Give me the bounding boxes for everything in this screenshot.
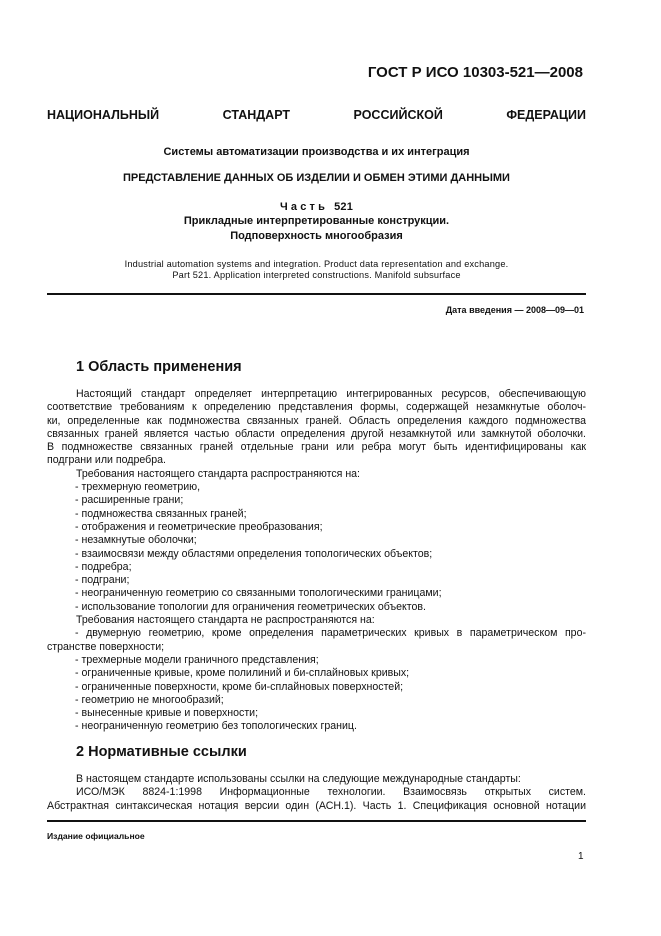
list-item: - вынесенные кривые и поверхности; — [75, 707, 259, 720]
list-item: - ограниченные кривые, кроме полилиний и би-сплайновых кривых; — [75, 667, 410, 680]
section-heading-references: 2 Нормативные ссылки — [76, 744, 247, 760]
excludes-intro: Требования настоящего стандарта не распространяются на: — [76, 614, 375, 627]
banner-word: НАЦИОНАЛЬНЫЙ — [47, 108, 160, 122]
english-title-2: Part 521. Application interpreted constructions. Manifold subsurface — [172, 270, 461, 280]
part-number: 521 — [334, 201, 354, 213]
list-item: - использование топологии для ограничения геометрических объектов. — [75, 600, 426, 613]
list-item: - взаимосвязи между областями определения топологических объектов; — [75, 547, 433, 560]
banner-word: СТАНДАРТ — [222, 108, 290, 122]
list-item-continuation: странстве поверхности; — [47, 640, 165, 653]
list-item: - расширенные грани; — [75, 494, 184, 507]
document-id: ГОСТ Р ИСО 10303-521—2008 — [367, 64, 583, 81]
references-intro: В настоящем стандарте использованы ссылки на следующие международные стандарты: — [76, 773, 521, 785]
banner-word: РОССИЙСКОЙ — [353, 108, 443, 122]
list-item: - неограниченную геометрию без топологических границ. — [75, 720, 357, 733]
page-number: 1 — [578, 851, 584, 862]
scope-line: В подмножестве связанных граней отдельные грани или ребра могут быть идентифицированы как — [47, 441, 586, 454]
list-item: - подграни; — [75, 574, 130, 587]
list-item: - отображения и геометрические преобразования; — [75, 520, 323, 533]
title-subtitle-1: Прикладные интерпретированные конструкции. — [183, 215, 450, 227]
applies-intro: Требования настоящего стандарта распространяются на: — [76, 467, 361, 480]
introduction-date: Дата введения — 2008—09—01 — [445, 305, 584, 315]
list-item: - трехмерные модели граничного представления; — [75, 653, 319, 666]
list-item: - трехмерную геометрию, — [75, 481, 201, 494]
scope-line: ки, определенные как подмножества связанных граней. Область определения каждого подмножества — [47, 414, 586, 427]
reference-line: Абстрактная синтаксическая нотация версии один (АСН.1). Часть 1. Спецификация основной нотации — [47, 799, 586, 812]
scope-line: связанных граней является частью области определения другой незамкнутой или замкнутой оболочки. — [47, 427, 586, 440]
english-title-1: Industrial automation systems and integration. Product data representation and exchange. — [124, 259, 509, 269]
footer-divider — [47, 820, 586, 822]
scope-line: Настоящий стандарт определяет интерпретацию интегрированных ресурсов, обеспечивающую — [76, 388, 586, 400]
list-item: - подмножества связанных граней; — [75, 507, 247, 520]
list-item: - ограниченные поверхности, кроме би-сплайновых поверхностей; — [75, 680, 404, 693]
scope-line: подграни или подребра. — [47, 454, 166, 467]
part-word: Часть — [279, 201, 329, 213]
list-item: - незамкнутые оболочки; — [75, 534, 197, 547]
scope-body — [47, 388, 586, 734]
title-systems: Системы автоматизации производства и их интеграция — [163, 146, 470, 158]
references-body — [47, 773, 586, 813]
list-item: - геометрию не многообразий; — [75, 693, 224, 706]
banner-word: ФЕДЕРАЦИИ — [506, 108, 586, 122]
title-part — [47, 201, 586, 213]
scope-line: соответствие требованиям к определению представления формы, содержащей незамкнутые оболоч- — [47, 401, 586, 414]
title-main: ПРЕДСТАВЛЕНИЕ ДАННЫХ ОБ ИЗДЕЛИИ И ОБМЕН ЭТИМИ ДАННЫМИ — [123, 172, 510, 184]
edition-label: Издание официальное — [47, 831, 145, 841]
national-standard-banner — [47, 108, 586, 122]
list-item: - неограниченную геометрию со связанными топологическими границами; — [75, 587, 442, 600]
title-divider — [47, 293, 586, 295]
reference-line: ИСО/МЭК 8824-1:1998 Информационные технологии. Взаимосвязь открытых систем. — [76, 786, 586, 799]
list-item: - двумерную геометрию, кроме определения параметрических кривых в параметрическом про- — [75, 627, 586, 640]
title-subtitle-2: Подповерхность многообразия — [230, 230, 403, 242]
section-heading-scope: 1 Область применения — [76, 359, 242, 375]
list-item: - подребра; — [75, 560, 132, 573]
